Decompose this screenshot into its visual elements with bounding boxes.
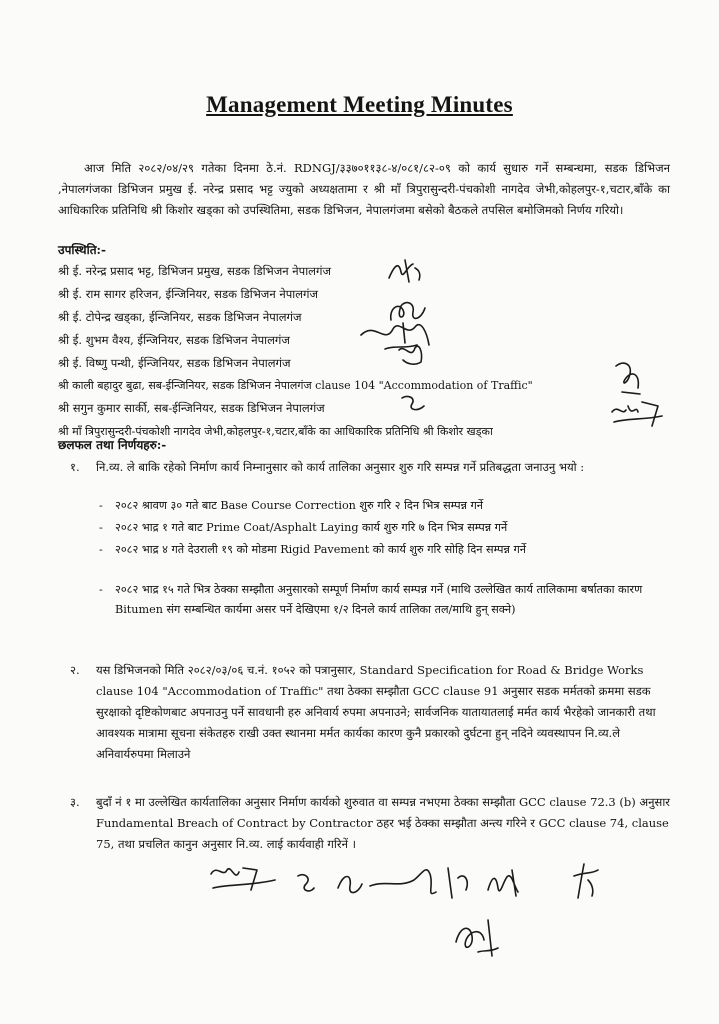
attendee-5: श्री ई. विष्णु पन्थी, ईन्जिनियर, सडक डिभिजन नेपालगंज — [58, 356, 291, 370]
signature-mark — [205, 860, 285, 898]
decision-number: ३. — [70, 795, 80, 809]
attendee-3: श्री ई. टोपेन्द्र खड्का, ईन्जिनियर, सडक डिभिजन नेपालगंज — [58, 310, 302, 324]
decision-text: यस डिभिजनको मिति २०८२/०३/०६ च.नं. १०५२ को पत्रानुसार, Standard Specification for Road & Bridge Works clause 104 "Accommodation of Traffic" तथा ठेक्का सम्झौता GCC clause 91 अनुसार सडक मर्मतको क्रममा सडक सुरक्षाको दृष्टिकोणबाट अपनाउनु पर्ने सावधानी हरु अनिवार्य रुपमा अपनाउने; सार्वजनिक यातायातलाई मर्मत कार्य भैरहेको जानकारी तथा आवश्यक मात्रामा सूचना संकेतहरु राखी उक्त स्थानमा मर्मत कार्यका कारण कुनै प्रकारको दुर्घटना हुन् नदिने व्यवस्थापन नि.व्य.ले अनिवार्यरुपमा मिलाउने — [96, 663, 656, 761]
schedule-item-2: - २०८२ भाद्र १ गते बाट Prime Coat/Asphalt Laying कार्य शुरु गरि ७ दिन भित्र सम्पन्न गर्ने — [99, 521, 508, 534]
signature-mark — [330, 858, 480, 908]
decision-text: नि.व्य. ले बाकि रहेको निर्माण कार्य निम्नानुसार को कार्य तालिका अनुसार शुरु गरि सम्पन्न गर्ने प्रतिबद्धता जनाउनु भयो : — [96, 460, 585, 474]
schedule-text: २०८२ भाद्र १५ गते भित्र ठेक्का सम्झौता अनुसारको सम्पूर्ण निर्माण कार्य सम्पन्न गर्ने (माथि उल्लेखित कार्य तालिकामा बर्षातका कारण Bitumen संग सम्बन्धित कार्यमा असर पर्ने देखिएमा १/२ दिनले कार्य तालिका तल/माथि हुन् सक्ने) — [115, 583, 643, 616]
signature-mark — [608, 398, 668, 430]
signature-mark — [385, 258, 425, 284]
schedule-text: २०८२ भाद्र १ गते बाट Prime Coat/Asphalt Laying कार्य शुरु गरि ७ दिन भित्र सम्पन्न गर्ने — [115, 521, 508, 534]
signature-mark — [570, 858, 604, 904]
intro-paragraph — [58, 158, 670, 221]
intro-text: आज मिति २०८२/०४/२९ गतेका दिनमा ठे.नं. RDNGJ/३३७०११३८-४/०८१/८२-०९ को कार्य सुधारु गर्ने सम्बन्धमा, सडक डिभिजन ,नेपालगंजका डिभिजन प्रमुख ई. नरेन्द्र प्रसाद भट्ट ज्युको अध्यक्षतामा र श्री माँ त्रिपुरासुन्दरी-पंचकोशी नागदेव जेभी,कोहलपुर-१,चटार,बाँके का आधिकारिक प्रतिनिधि श्री किशोर खड्का को उपस्थितिमा, सडक डिभिजन, नेपालगंजमा बसेको बैठकले तपसिल बमोजिमको निर्णय गरियो। — [58, 161, 670, 217]
decision-number: १. — [70, 460, 80, 474]
signature-mark — [398, 392, 428, 414]
attendee-8: श्री माँ त्रिपुरासुन्दरी-पंचकोशी नागदेव जेभी,कोहलपुर-१,चटार,बाँके का आधिकारिक प्रतिनिधि श्री किशोर खड्का — [58, 425, 493, 438]
attendee-1: श्री ई. नरेन्द्र प्रसाद भट्ट, डिभिजन प्रमुख, सडक डिभिजन नेपालगंज — [58, 264, 331, 278]
signature-mark — [292, 870, 318, 896]
schedule-item-3: - २०८२ भाद्र ४ गते देउराली १९ को मोडमा Rigid Pavement को कार्य शुरु गरि सोहि दिन सम्पन्न गर्ने — [99, 543, 526, 556]
discussion-heading: छलफल तथा निर्णयहरु:- — [58, 438, 167, 452]
attendance-heading: उपस्थिति:- — [58, 243, 106, 257]
attendee-4: श्री ई. शुभम वैश्य, ईन्जिनियर, सडक डिभिजन नेपालगंज — [58, 333, 290, 347]
signature-mark — [610, 358, 646, 398]
signature-mark — [395, 340, 429, 368]
attendee-2: श्री ई. राम सागर हरिजन, ईन्जिनियर, सडक डिभिजन नेपालगंज — [58, 287, 319, 301]
decision-2 — [70, 660, 676, 765]
signature-mark — [482, 866, 528, 902]
decision-text: बुदाँ नं १ मा उल्लेखित कार्यतालिका अनुसार निर्माण कार्यको शुरुवात वा सम्पन्न नभएमा ठेक्का सम्झौता GCC clause 72.3 (b) अनुसार Fundamental Breach of Contract by Contractor ठहर भई ठेक्का सम्झौता अन्त्य गरिने र GCC clause 74, clause 75, तथा प्रचलित कानुन अनुसार नि.व्य. लाई कार्यवाही गरिनें । — [96, 795, 671, 851]
decision-number: २. — [70, 663, 80, 677]
schedule-text: २०८२ भाद्र ४ गते देउराली १९ को मोडमा Rigid Pavement को कार्य शुरु गरि सोहि दिन सम्पन्न गर्ने — [115, 543, 526, 556]
schedule-item-1: - २०८२ श्रावण ३० गते बाट Base Course Correction शुरु गरि २ दिन भित्र सम्पन्न गर्ने — [99, 499, 484, 512]
document-title: Management Meeting Minutes — [206, 92, 513, 117]
attendee-6: श्री काली बहादुर बुढा, सब-ईन्जिनियर, सडक डिभिजन नेपालगंज clause 104 "Accommodation of Traffic" — [58, 379, 533, 392]
schedule-text: २०८२ श्रावण ३० गते बाट Base Course Correction शुरु गरि २ दिन भित्र सम्पन्न गर्ने — [115, 499, 484, 512]
decision-3 — [70, 792, 676, 855]
schedule-item-4: - २०८२ भाद्र १५ गते भित्र ठेक्का सम्झौता अनुसारको सम्पूर्ण निर्माण कार्य सम्पन्न गर्ने (माथि उल्लेखित कार्य तालिकामा बर्षातका कारण Bitumen संग सम्बन्धित कार्यमा असर पर्ने देखिएमा १/२ दिनले कार्य तालिका तल/माथि हुन् सक्ने) — [99, 583, 643, 616]
attendee-7: श्री सगुन कुमार सार्की, सब-ईन्जिनियर, सडक डिभिजन नेपालगंज — [58, 401, 325, 415]
signature-mark — [448, 912, 504, 962]
decision-1 — [70, 457, 676, 478]
